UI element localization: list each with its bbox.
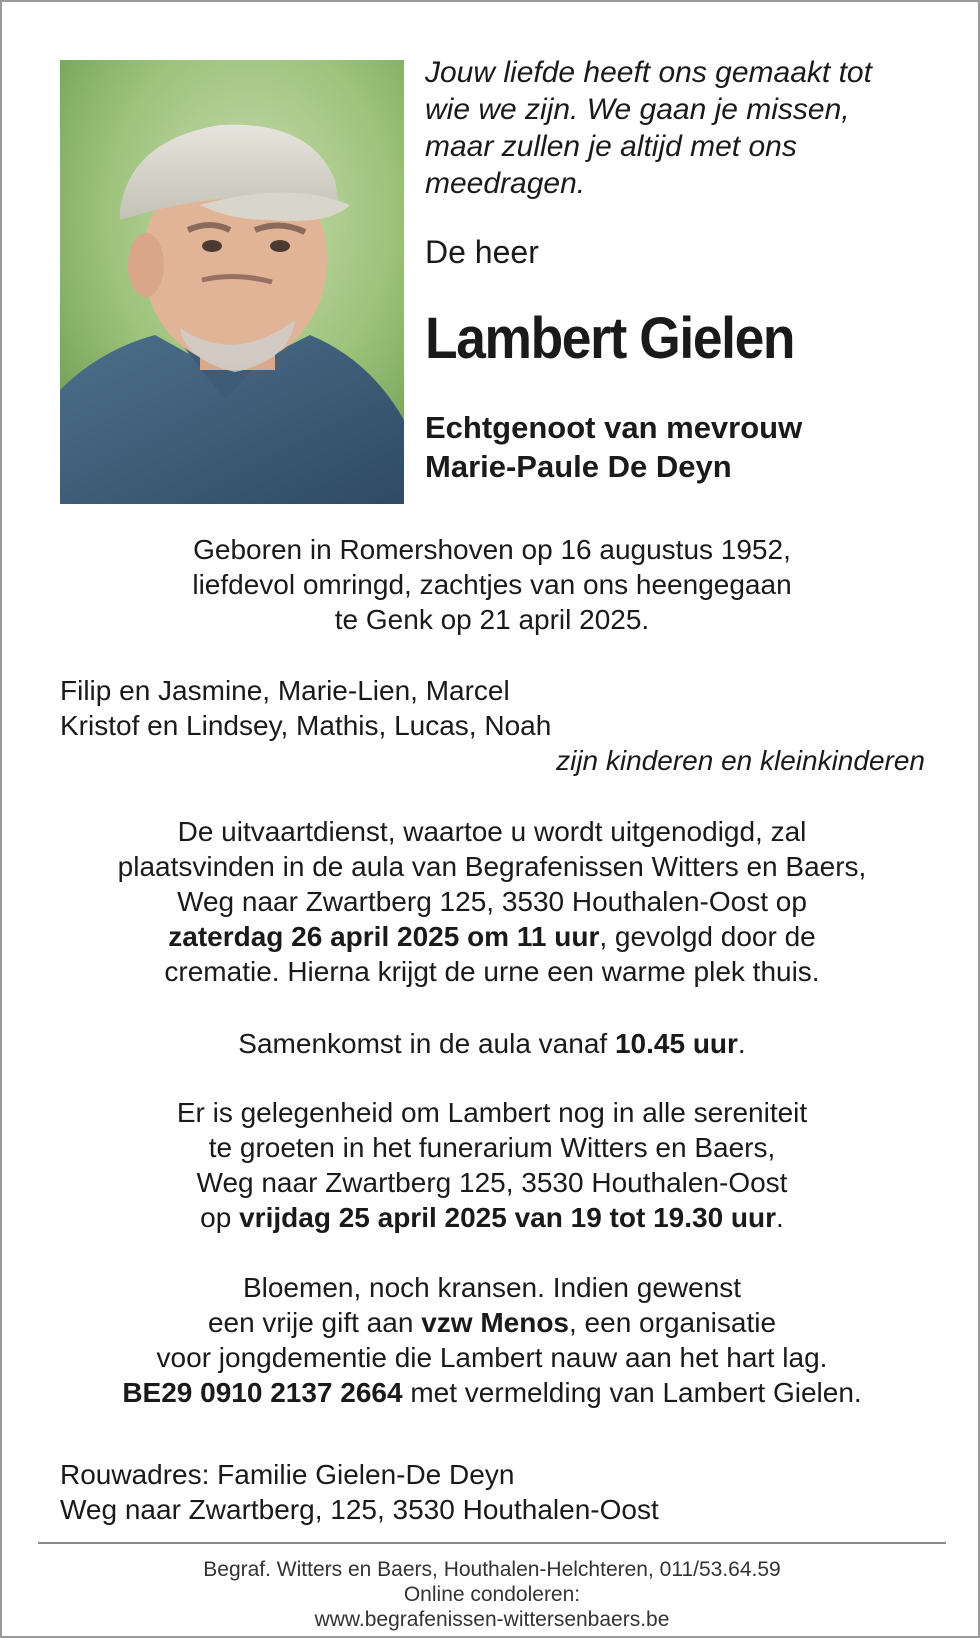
condolence-link[interactable]: www.begrafenissen-wittersenbaers.be	[314, 1608, 670, 1631]
donation-line	[42, 1375, 942, 1410]
donation-reference: met vermelding van Lambert Gielen.	[402, 1377, 862, 1408]
spouse-block	[425, 408, 802, 486]
family-block	[60, 673, 925, 778]
place-date-line: te Genk op 21 april 2025.	[334, 604, 650, 635]
service-date: zaterdag 26 april 2025 om 11 uur	[168, 921, 600, 952]
mourning-address	[60, 1457, 659, 1527]
birth-line: Geboren in Romershoven op 16 augustus 1952,	[193, 534, 791, 565]
undertaker-info: Begraf. Witters en Baers, Houthalen-Helchteren, 011/53.64.59	[203, 1558, 781, 1581]
memorial-quote	[425, 54, 945, 202]
viewing-end: .	[776, 1202, 784, 1233]
quote-line: Jouw liefde heeft ons gemaakt tot	[425, 56, 872, 89]
gathering-text: Samenkomst in de aula vanaf	[238, 1028, 615, 1059]
service-line: Weg naar Zwartberg 125, 3530 Houthalen-Oost op	[177, 886, 807, 917]
spouse-line: Marie-Paule De Deyn	[425, 449, 732, 484]
family-relation: zijn kinderen en kleinkinderen	[556, 745, 925, 776]
portrait-photo	[60, 60, 404, 504]
gathering-block	[42, 1026, 942, 1061]
footer-divider	[38, 1542, 946, 1544]
condolence-line	[42, 1582, 942, 1632]
viewing-date: vrijdag 25 april 2025 van 19 tot 19.30 uur	[239, 1202, 777, 1233]
spouse-line: Echtgenoot van mevrouw	[425, 410, 803, 445]
donation-line: Bloemen, noch kransen. Indien gewenst	[242, 1272, 742, 1303]
family-line: Kristof en Lindsey, Mathis, Lucas, Noah	[60, 710, 552, 741]
funeral-service-block	[42, 814, 942, 989]
service-line: plaatsvinden in de aula van Begrafenissen Witters en Baers,	[117, 851, 867, 882]
footer	[42, 1557, 942, 1632]
gathering-end: .	[737, 1028, 746, 1059]
passing-line: liefdevol omringd, zachtjes van ons heengegaan	[192, 569, 792, 600]
service-line-rest: , gevolgd door de	[599, 921, 816, 952]
condolence-label: Online condoleren:	[403, 1583, 581, 1606]
quote-line: meedragen.	[425, 167, 586, 200]
donation-block	[42, 1270, 942, 1410]
quote-line: maar zullen je altijd met ons	[425, 130, 797, 163]
gathering-time: 10.45 uur	[614, 1028, 738, 1059]
birth-death-details	[42, 532, 942, 637]
gathering-line	[42, 1026, 942, 1061]
donation-line: voor jongdementie die Lambert nauw aan het hart lag.	[156, 1342, 828, 1373]
deceased-name: Lambert Gielen	[425, 306, 795, 371]
quote-line: wie we zijn. We gaan je missen,	[425, 93, 850, 126]
charity-name: vzw Menos	[421, 1307, 569, 1338]
service-line: De uitvaartdienst, waartoe u wordt uitgenodigd, zal	[177, 816, 807, 847]
donation-rest: , een organisatie	[569, 1307, 777, 1338]
viewing-pre: op	[200, 1202, 240, 1233]
salutation: De heer	[425, 234, 539, 270]
bank-account: BE29 0910 2137 2664	[122, 1377, 403, 1408]
address-line: Rouwadres: Familie Gielen-De Deyn	[60, 1459, 515, 1490]
viewing-line: te groeten in het funerarium Witters en Baers,	[208, 1132, 776, 1163]
viewing-line	[42, 1200, 942, 1235]
donation-line	[42, 1305, 942, 1340]
viewing-line: Weg naar Zwartberg 125, 3530 Houthalen-Oost	[196, 1167, 788, 1198]
donation-pre: een vrije gift aan	[207, 1307, 422, 1338]
address-line: Weg naar Zwartberg, 125, 3530 Houthalen-Oost	[60, 1494, 659, 1525]
portrait-illustration	[60, 60, 404, 504]
viewing-line: Er is gelegenheid om Lambert nog in alle sereniteit	[176, 1097, 808, 1128]
service-line: crematie. Hierna krijgt de urne een warme plek thuis.	[164, 956, 820, 987]
family-line: Filip en Jasmine, Marie-Lien, Marcel	[60, 675, 510, 706]
service-line	[42, 919, 942, 954]
viewing-block	[42, 1095, 942, 1235]
